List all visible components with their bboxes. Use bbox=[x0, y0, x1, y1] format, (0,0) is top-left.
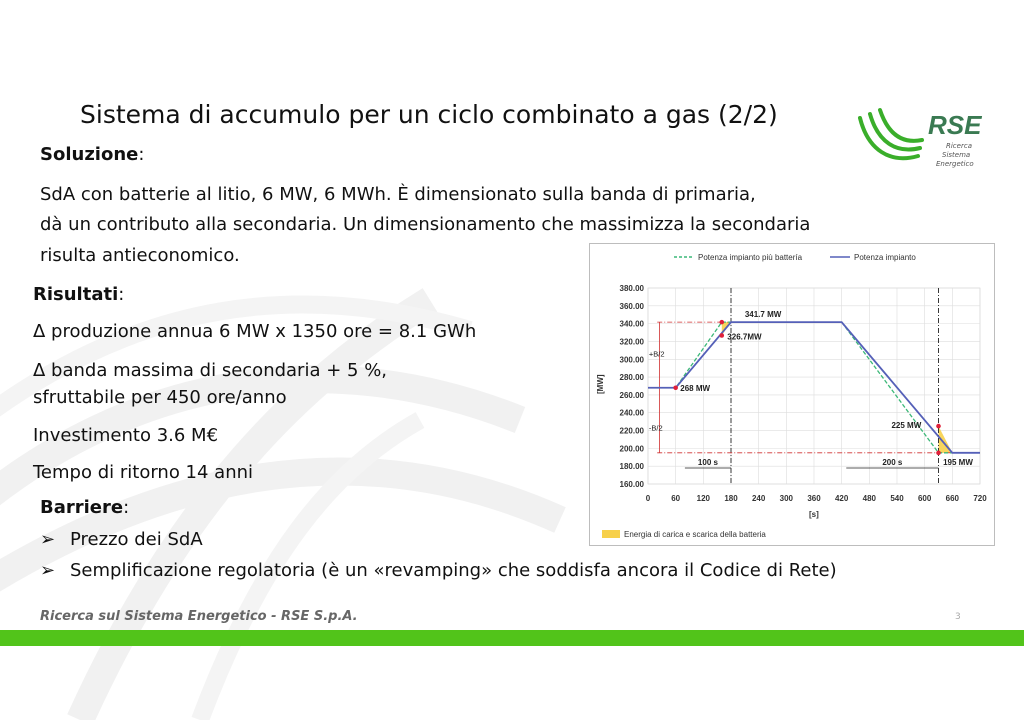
y-tick-label: 300.00 bbox=[619, 355, 644, 365]
rse-logo-word: RSE bbox=[928, 110, 982, 140]
y-tick-label: 220.00 bbox=[619, 426, 644, 436]
soluzione-line-3: risulta antieconomico. bbox=[40, 245, 240, 266]
marker-point bbox=[936, 451, 941, 456]
annotation-minus-b: -B/2 bbox=[648, 423, 663, 433]
x-axis-label: [s] bbox=[809, 510, 819, 519]
chart-ticks bbox=[620, 284, 988, 503]
y-tick-label: 260.00 bbox=[619, 390, 644, 400]
barriere-item-1-text: Prezzo dei SdA bbox=[70, 529, 203, 550]
x-tick-label: 300 bbox=[779, 494, 794, 503]
soluzione-heading bbox=[40, 142, 144, 167]
x-tick-label: 420 bbox=[834, 494, 849, 503]
legend-shaded-label: Energia di carica e scarica della batteria bbox=[624, 530, 766, 539]
y-tick-label: 360.00 bbox=[619, 301, 644, 311]
y-tick-label: 280.00 bbox=[619, 373, 644, 383]
annotation-341-7: 341.7 MW bbox=[744, 310, 782, 320]
y-tick-label: 200.00 bbox=[619, 444, 644, 454]
legend-shaded-swatch bbox=[602, 530, 620, 538]
rse-logo-line2: Sistema bbox=[942, 151, 971, 159]
arrow-bullet-icon: ➢ bbox=[40, 560, 56, 581]
risultati-item-4: Investimento 3.6 M€ bbox=[33, 425, 219, 446]
x-tick-label: 0 bbox=[645, 494, 651, 503]
annotation-326-7: 326.7MW bbox=[727, 332, 762, 342]
page-number: 3 bbox=[955, 612, 961, 622]
x-tick-label: 600 bbox=[917, 494, 932, 503]
barriere-colon: : bbox=[123, 497, 130, 518]
risultati-item-2: Δ banda massima di secondaria + 5 %, bbox=[33, 360, 388, 381]
footer-text: Ricerca sul Sistema Energetico - RSE S.p.A. bbox=[40, 609, 358, 624]
x-tick-label: 480 bbox=[862, 494, 877, 503]
soluzione-line-2: dà un contributo alla secondaria. Un dimensionamento che massimizza la secondaria bbox=[40, 214, 811, 235]
barriere-heading bbox=[40, 495, 129, 520]
marker-point bbox=[936, 424, 941, 429]
x-tick-label: 240 bbox=[751, 494, 766, 503]
y-tick-label: 340.00 bbox=[619, 319, 644, 329]
y-axis-label: [MW] bbox=[596, 374, 605, 394]
x-tick-label: 720 bbox=[973, 494, 987, 503]
y-tick-label: 160.00 bbox=[619, 480, 644, 489]
legend-series-1-label: Potenza impianto più battería bbox=[698, 253, 803, 262]
y-tick-label: 320.00 bbox=[619, 337, 644, 347]
barriere-label: Barriere bbox=[40, 497, 124, 518]
risultati-item-3: sfruttabile per 450 ore/anno bbox=[33, 387, 287, 408]
risultati-heading bbox=[33, 282, 124, 307]
y-tick-label: 380.00 bbox=[619, 284, 644, 293]
soluzione-colon: : bbox=[138, 144, 145, 165]
x-tick-label: 60 bbox=[671, 494, 681, 503]
footer-bar bbox=[0, 630, 1024, 646]
x-tick-label: 180 bbox=[724, 494, 738, 503]
arrow-bullet-icon: ➢ bbox=[40, 529, 56, 550]
rse-logo-line3: Energetico bbox=[936, 160, 974, 168]
marker-point bbox=[673, 385, 678, 390]
annotation-plus-b: +B/2 bbox=[648, 349, 665, 359]
risultati-label: Risultati bbox=[33, 284, 119, 305]
span-200s-label: 200 s bbox=[882, 457, 903, 467]
risultati-item-1: Δ produzione annua 6 MW x 1350 ore = 8.1 GWh bbox=[33, 321, 477, 342]
barriere-item-2-text: Semplificazione regolatoria (è un «revamping» che soddisfa ancora il Codice di Rete) bbox=[70, 560, 837, 581]
soluzione-label: Soluzione bbox=[40, 144, 139, 165]
annotation-268: 268 MW bbox=[680, 383, 711, 393]
chart-frame bbox=[589, 243, 995, 546]
barriere-item-2 bbox=[40, 558, 837, 583]
y-tick-label: 240.00 bbox=[619, 408, 644, 418]
x-tick-label: 540 bbox=[890, 494, 904, 503]
risultati-item-5: Tempo di ritorno 14 anni bbox=[33, 462, 254, 483]
rse-logo-line1: Ricerca bbox=[946, 142, 972, 150]
rse-logo bbox=[856, 98, 986, 178]
annotation-195: 195 MW bbox=[943, 457, 973, 467]
marker-point bbox=[719, 333, 724, 338]
barriere-item-1 bbox=[40, 527, 203, 552]
x-tick-label: 360 bbox=[807, 494, 821, 503]
y-tick-label: 180.00 bbox=[619, 462, 644, 472]
power-chart bbox=[590, 244, 994, 545]
x-tick-label: 660 bbox=[945, 494, 960, 503]
x-tick-label: 120 bbox=[696, 494, 711, 503]
soluzione-line-1: SdA con batterie al litio, 6 MW, 6 MWh. È dimensionato sulla banda di primaria, bbox=[40, 184, 756, 205]
slide-title: Sistema di accumulo per un ciclo combinato a gas (2/2) bbox=[80, 100, 778, 129]
marker-point bbox=[719, 320, 724, 325]
legend-series-2-label: Potenza impianto bbox=[854, 253, 916, 262]
span-100s-label: 100 s bbox=[697, 457, 718, 467]
annotation-225: 225 MW bbox=[891, 421, 922, 431]
risultati-colon: : bbox=[118, 284, 125, 305]
